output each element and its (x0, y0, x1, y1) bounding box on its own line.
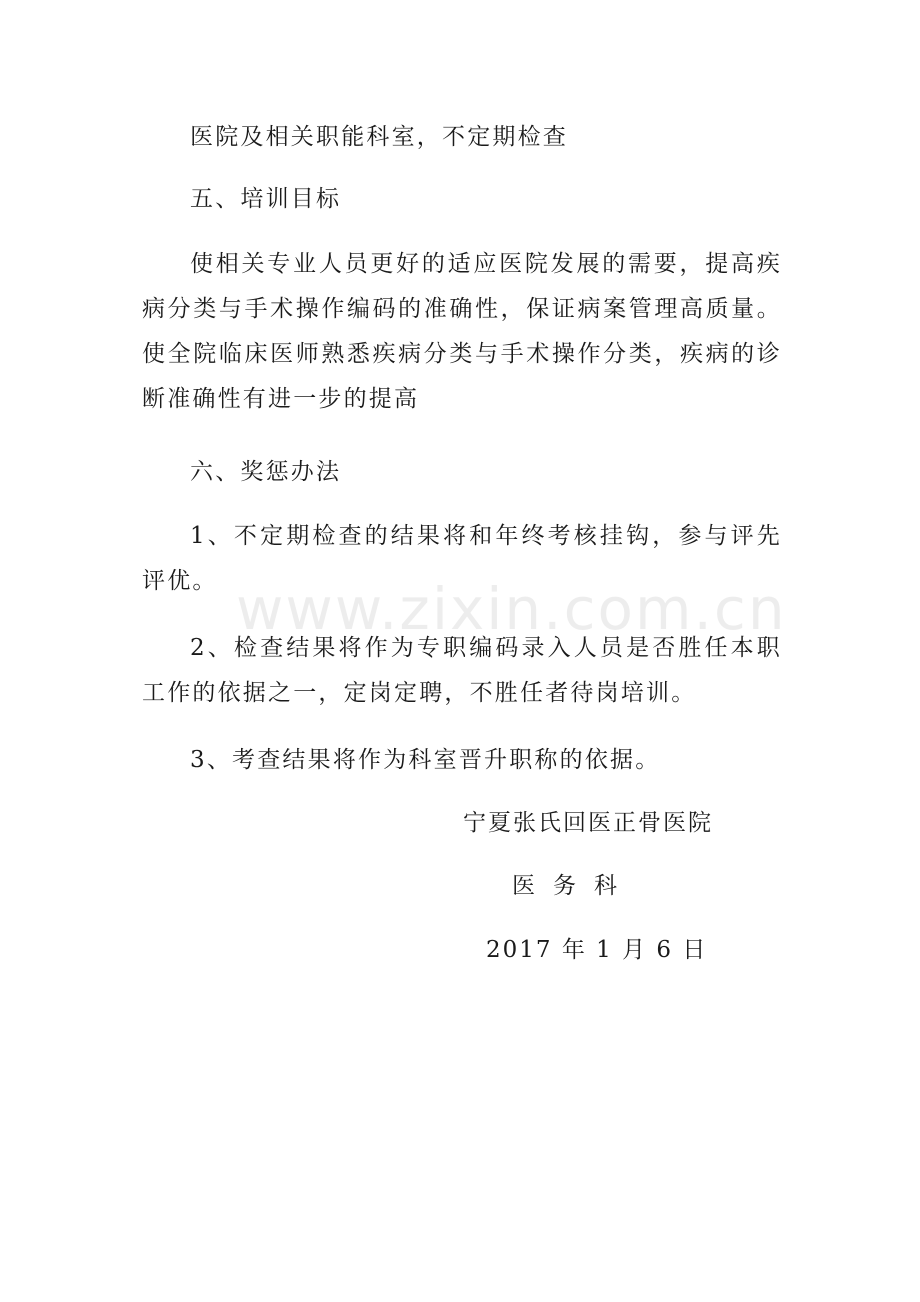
list-item-2: 2、检查结果将作为专职编码录入人员是否胜任本职工作的依据之一，定岗定聘，不胜任者待岗培训。 (142, 635, 782, 706)
watermark: www.zixin.com.cn (236, 575, 787, 643)
line-responsible-unit: 医院及相关职能科室，不定期检查 (190, 124, 568, 150)
signature-organization: 宁夏张氏回医正骨医院 (463, 810, 713, 836)
heading-rewards-penalties: 六、奖惩办法 (190, 459, 342, 485)
paragraph-training-goals: 使相关专业人员更好的适应医院发展的需要，提高疾病分类与手术操作编码的准确性，保证病案管理高质量。使全院临床医师熟悉疾病分类与手术操作分类，疾病的诊断准确性有进一步的提高 (142, 251, 782, 412)
list-item-3: 3、考查结果将作为科室晋升职称的依据。 (190, 747, 661, 773)
signature-date: 2017 年 1 月 6 日 (486, 937, 708, 963)
heading-training-goals: 五、培训目标 (190, 186, 342, 212)
list-item-1: 1、不定期检查的结果将和年终考核挂钩，参与评先评优。 (142, 523, 782, 594)
signature-department: 医务科 (512, 873, 635, 899)
